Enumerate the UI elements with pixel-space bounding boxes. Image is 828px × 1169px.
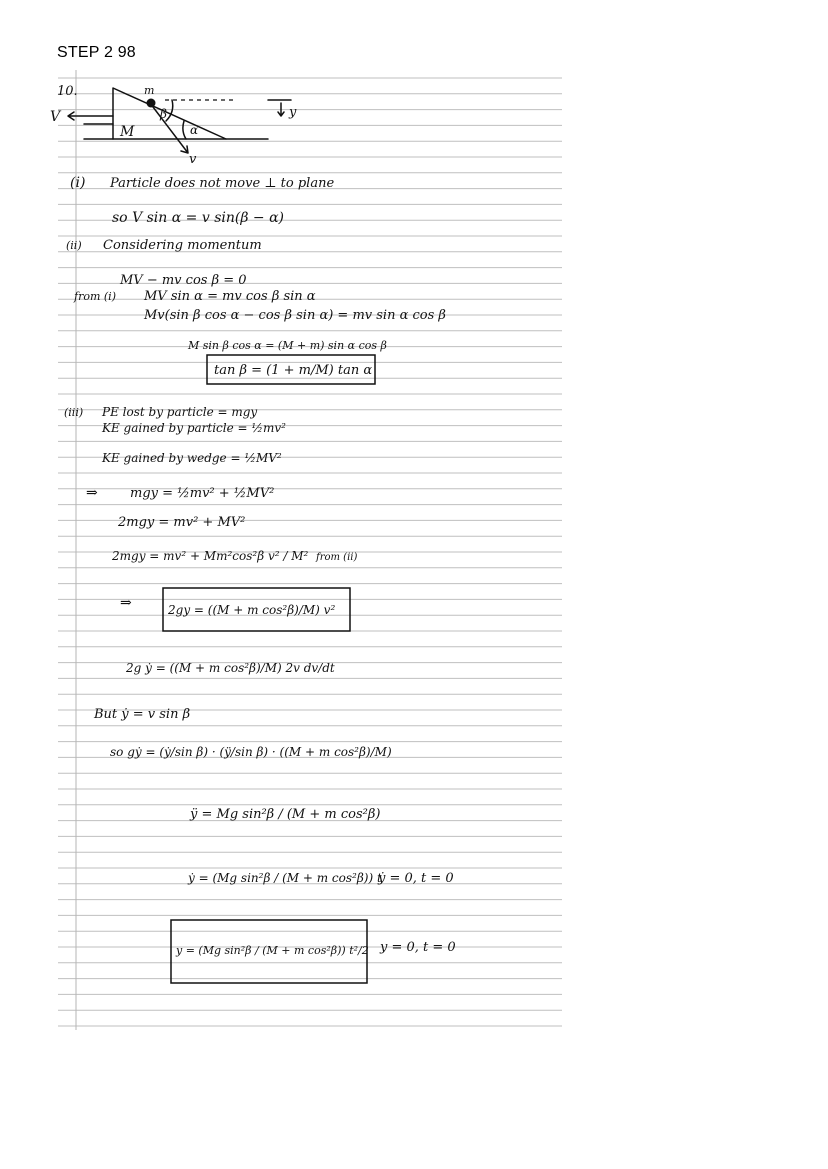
label-beta: β <box>160 107 167 121</box>
but-ydot-statement: But ẏ = v sin β <box>94 707 191 722</box>
particle <box>147 99 156 108</box>
part-iii <box>64 405 456 983</box>
question-number: 10. <box>57 84 78 99</box>
displacement-result: y = (Mg sin²β / (M + m cos²β)) t²/2 <box>176 944 369 957</box>
tan-beta-result: tan β = (1 + m/M) tan α <box>214 363 373 378</box>
beta-arc <box>166 100 173 121</box>
part-i <box>70 175 334 226</box>
label-y: y <box>289 105 297 120</box>
label-m: m <box>144 84 155 97</box>
part-i-text: Particle does not move ⊥ to plane <box>110 176 335 191</box>
implies-arrow-2: ⇒ <box>120 595 132 611</box>
initial-condition-2: y = 0, t = 0 <box>380 940 456 955</box>
energy-equation-3: 2mgy = mv² + Mm²cos²β v² / M² <box>112 549 309 563</box>
part-i-equation: so V sin α = v sin(β − α) <box>112 210 284 226</box>
energy-equation-2: 2mgy = mv² + MV² <box>118 515 246 530</box>
alpha-arc <box>183 121 186 139</box>
momentum-equation-3: Mv(sin β cos α − cos β sin α) = mv sin α cos β <box>144 308 446 323</box>
substitution-equation: so gẏ = (ẏ/sin β) · (ÿ/sin β) · ((M + m cos²β)/M) <box>110 745 392 759</box>
label-M: M <box>120 124 135 140</box>
part-i-label: (i) <box>70 175 86 191</box>
acceleration-equation: ÿ = Mg sin²β / (M + m cos²β) <box>190 807 381 822</box>
initial-condition-1: ẏ = 0, t = 0 <box>378 871 454 886</box>
differentiated-equation: 2g ẏ = ((M + m cos²β)/M) 2v dv/dt <box>126 661 335 675</box>
velocity-equation: ẏ = (Mg sin²β / (M + m cos²β)) t <box>188 871 382 885</box>
wedge-velocity-arrow <box>68 112 113 120</box>
part-iii-label: (iii) <box>64 406 84 419</box>
part-ii-label: (ii) <box>66 239 82 252</box>
momentum-equation-2: MV sin α = mv cos β sin α <box>144 289 316 304</box>
label-V: V <box>50 109 61 125</box>
pe-lost-text: PE lost by particle = mgy <box>102 405 258 419</box>
from-i-note: from (i) <box>74 290 116 303</box>
wedge-diagram <box>50 84 297 167</box>
from-ii-note: from (ii) <box>316 552 358 563</box>
implies-arrow-1: ⇒ <box>86 485 98 501</box>
label-v: v <box>189 152 197 167</box>
page-header-title: STEP 2 98 <box>57 44 136 61</box>
energy-equation-1: mgy = ½mv² + ½MV² <box>130 486 275 501</box>
energy-result: 2gy = ((M + m cos²β)/M) v² <box>168 603 336 617</box>
part-ii-text: Considering momentum <box>103 238 262 253</box>
y-direction-arrow <box>268 100 291 116</box>
label-alpha: α <box>190 123 199 137</box>
ke-wedge-text: KE gained by wedge = ½MV² <box>102 451 282 465</box>
part-ii <box>66 238 446 384</box>
momentum-equation-4: M sin β cos α = (M + m) sin α cos β <box>188 339 387 352</box>
momentum-equation: MV − mv cos β = 0 <box>120 273 247 288</box>
ke-particle-text: KE gained by particle = ½mv² <box>102 421 286 435</box>
